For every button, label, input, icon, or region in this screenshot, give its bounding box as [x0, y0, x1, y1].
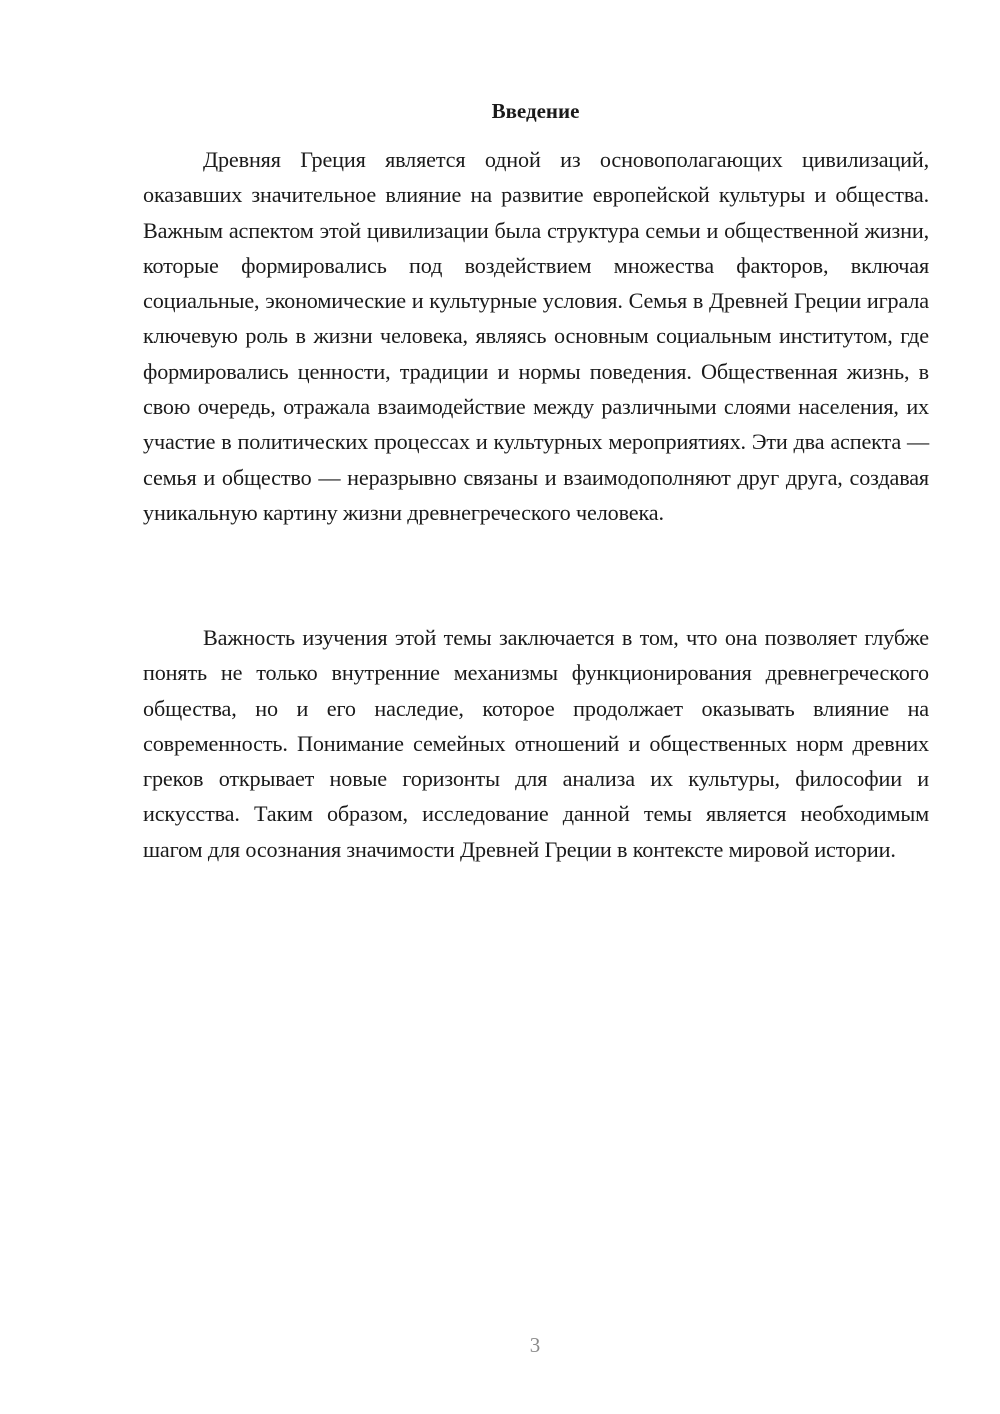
section-heading: Введение [491, 99, 580, 123]
paragraph-importance: Важность изучения этой темы заключается в том, что она позволяет глубже понять не только внутренние механизмы функционирования древнегреческого общества, но и его наследие, которое продолжает оказывать влияние на современность. Понимание семейных отношений и общественных норм древних греков открывает новые горизонты для анализа их культуры, философии и искусства. Таким образом, исследование данной темы является необходимым шагом для осознания значимости Древней Греции в контексте мировой истории. [143, 625, 929, 862]
page-number: 3 [529, 1333, 541, 1357]
paragraph-intro: Древняя Греция является одной из основополагающих цивилизаций, оказавших значительное влияние на развитие европейской культуры и общества. Важным аспектом этой цивилизации была структура семьи и общественной жизни, которые формировались под воздействием множества факторов, включая социальные, экономические и культурные условия. Семья в Древней Греции играла ключевую роль в жизни человека, являясь основным социальным институтом, где формировались ценности, традиции и нормы поведения. Общественная жизнь, в свою очередь, отражала взаимодействие между различными слоями населения, их участие в политических процессах и культурных мероприятиях. Эти два аспекта — семья и общество — неразрывно связаны и взаимодополняют друг друга, создавая уникальную картину жизни древнегреческого человека. [143, 147, 929, 525]
